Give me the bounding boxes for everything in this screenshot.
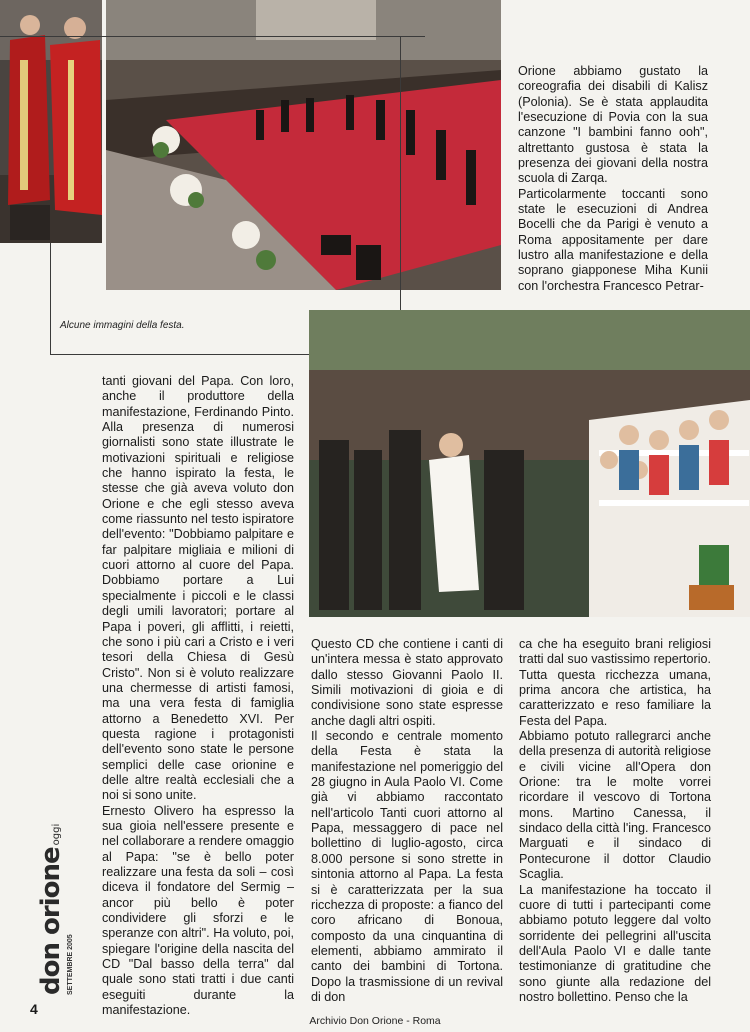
center-border-line	[400, 36, 401, 310]
paragraph: Questo CD che contiene i canti di un'intera messa è stato approvato dallo stesso Giovanni Paolo II. Simili motivazioni di gioia e di condivisione sono state espresse anche dagli altri ospiti.	[311, 637, 503, 728]
caption-border-line	[50, 354, 309, 355]
brand-name: don orione	[36, 847, 66, 995]
paragraph: Il secondo e centrale momento della Festa è stata la manifestazione nel pomeriggio del 28 giugno in Aula Paolo VI. Come già vi abbiamo raccontato nell'articolo Tanti cuori attorno al Papa, messaggero di pace nel bollettino di luglio-agosto, circa 8.000 persone si sono strette in sintonia attorno al Papa. La festa si è caratterizzata per la sua ricchezza di proposte: a fianco del coro africano di Bonoua, composto da una cinquantina di elementi, abbiamo ammirato il canto dei bambini di Tortona. Dopo la trasmissione di un revival di don	[311, 729, 503, 1004]
text-column-left	[102, 374, 294, 1018]
issue-date: SETTEMBRE 2005	[67, 934, 74, 995]
page-number: 4	[30, 1001, 38, 1017]
paragraph: Orione abbiamo gustato la coreografia dei disabili di Kalisz (Polonia). Se è stata applaudita l'esecuzione di Povia con la sua canzone "I bambini fanno ooh", altrettanto gustosa è stata la presenza dei giovani della nostra scuola di Zarqa.	[518, 64, 708, 186]
concert-photo	[106, 0, 501, 290]
footer-archive: Archivio Don Orione - Roma	[309, 1015, 441, 1027]
text-column-top-right	[518, 64, 708, 294]
text-column-right	[519, 637, 711, 1005]
masthead-brand	[36, 824, 66, 995]
paragraph: ca che ha eseguito brani religiosi tratti dal suo vastissimo repertorio. Tutta questa ricchezza umana, prima ancora che artistica, ha caratterizzato e reso familiare la Festa del Papa.	[519, 637, 711, 728]
brand-sub: oggi	[51, 823, 62, 846]
paragraph: Particolarmente toccanti sono state le esecuzioni di Andrea Bocelli che da Parigi è venuto a Roma appositamente per dare lustro alla manifestazione e della soprano giapponese Miha Kunii con l'orchestra Francesco Petrar-	[518, 186, 708, 293]
paragraph: La manifestazione ha toccato il cuore di tutti i partecipanti come abbiamo potuto leggere dal volto sorridente dei pellegrini all'uscita dell'Aula Paolo VI e dalle tante testimonianze di gratitudine che sono giunte alla redazione del nostro bollettino. Penso che la	[519, 882, 711, 1004]
left-border-line	[50, 243, 51, 354]
photo-caption: Alcune immagini della festa.	[60, 320, 185, 331]
paragraph: Abbiamo potuto rallegrarci anche della presenza di autorità religiose e civili vicine all'Opera don Orione: tra le molte vorrei ricordare il vescovo di Tortona mons. Martino Canessa, il sindaco della città l'ing. Francesco Marguati e il sindaco di Pontecurone il dottor Claudio Scaglia.	[519, 729, 711, 882]
top-border-line	[0, 36, 425, 37]
pope-with-children-photo	[309, 310, 750, 617]
masthead	[30, 823, 74, 995]
text-column-middle	[311, 637, 503, 1005]
paragraph: tanti giovani del Papa. Con loro, anche il produttore della manifestazione, Ferdinando Pinto. Alla presenza di numerosi giornalisti sono state illustrate le motivazioni spirituali e religiose che hanno ispirato la festa, le stesse che già aveva voluto don Orione e che egli stesso aveva come riassunto nel testo ispiratore dell'evento: "Dobbiamo palpitare e far palpitare migliaia e milioni di cuori attorno al cuore del Papa. Dobbiamo portare a Lui specialmente i piccoli e le classi degli umili lavoratori; portare al Papa i poveri, gli afflitti, i reietti, che sono i più cari a Cristo e i veri tesori della Chiesa di Gesù Cristo". Non si è voluto realizzare una chermesse di artisti famosi, ma una vera festa di famiglia attorno a Benedetto XVI. Per questa ragione i protagonisti dell'evento sono state le persone semplici delle case orionine e delle altre realtà ecclesiali che a noi si sono unite.	[102, 374, 294, 803]
paragraph: Ernesto Olivero ha espresso la sua gioia nell'essere presente e nel collaborare a rendere omaggio al Papa: "se è bello poter realizzare una festa da soli – così diceva il fondatore del Sermig – ancor più bello è poter condividere gli sforzi e le speranze con altri". Ha voluto, poi, spiegare l'origine della nascita del CD "Dal basso della terra" dal quale sono stati tratti i due canti eseguiti durante la manifestazione.	[102, 803, 294, 1018]
